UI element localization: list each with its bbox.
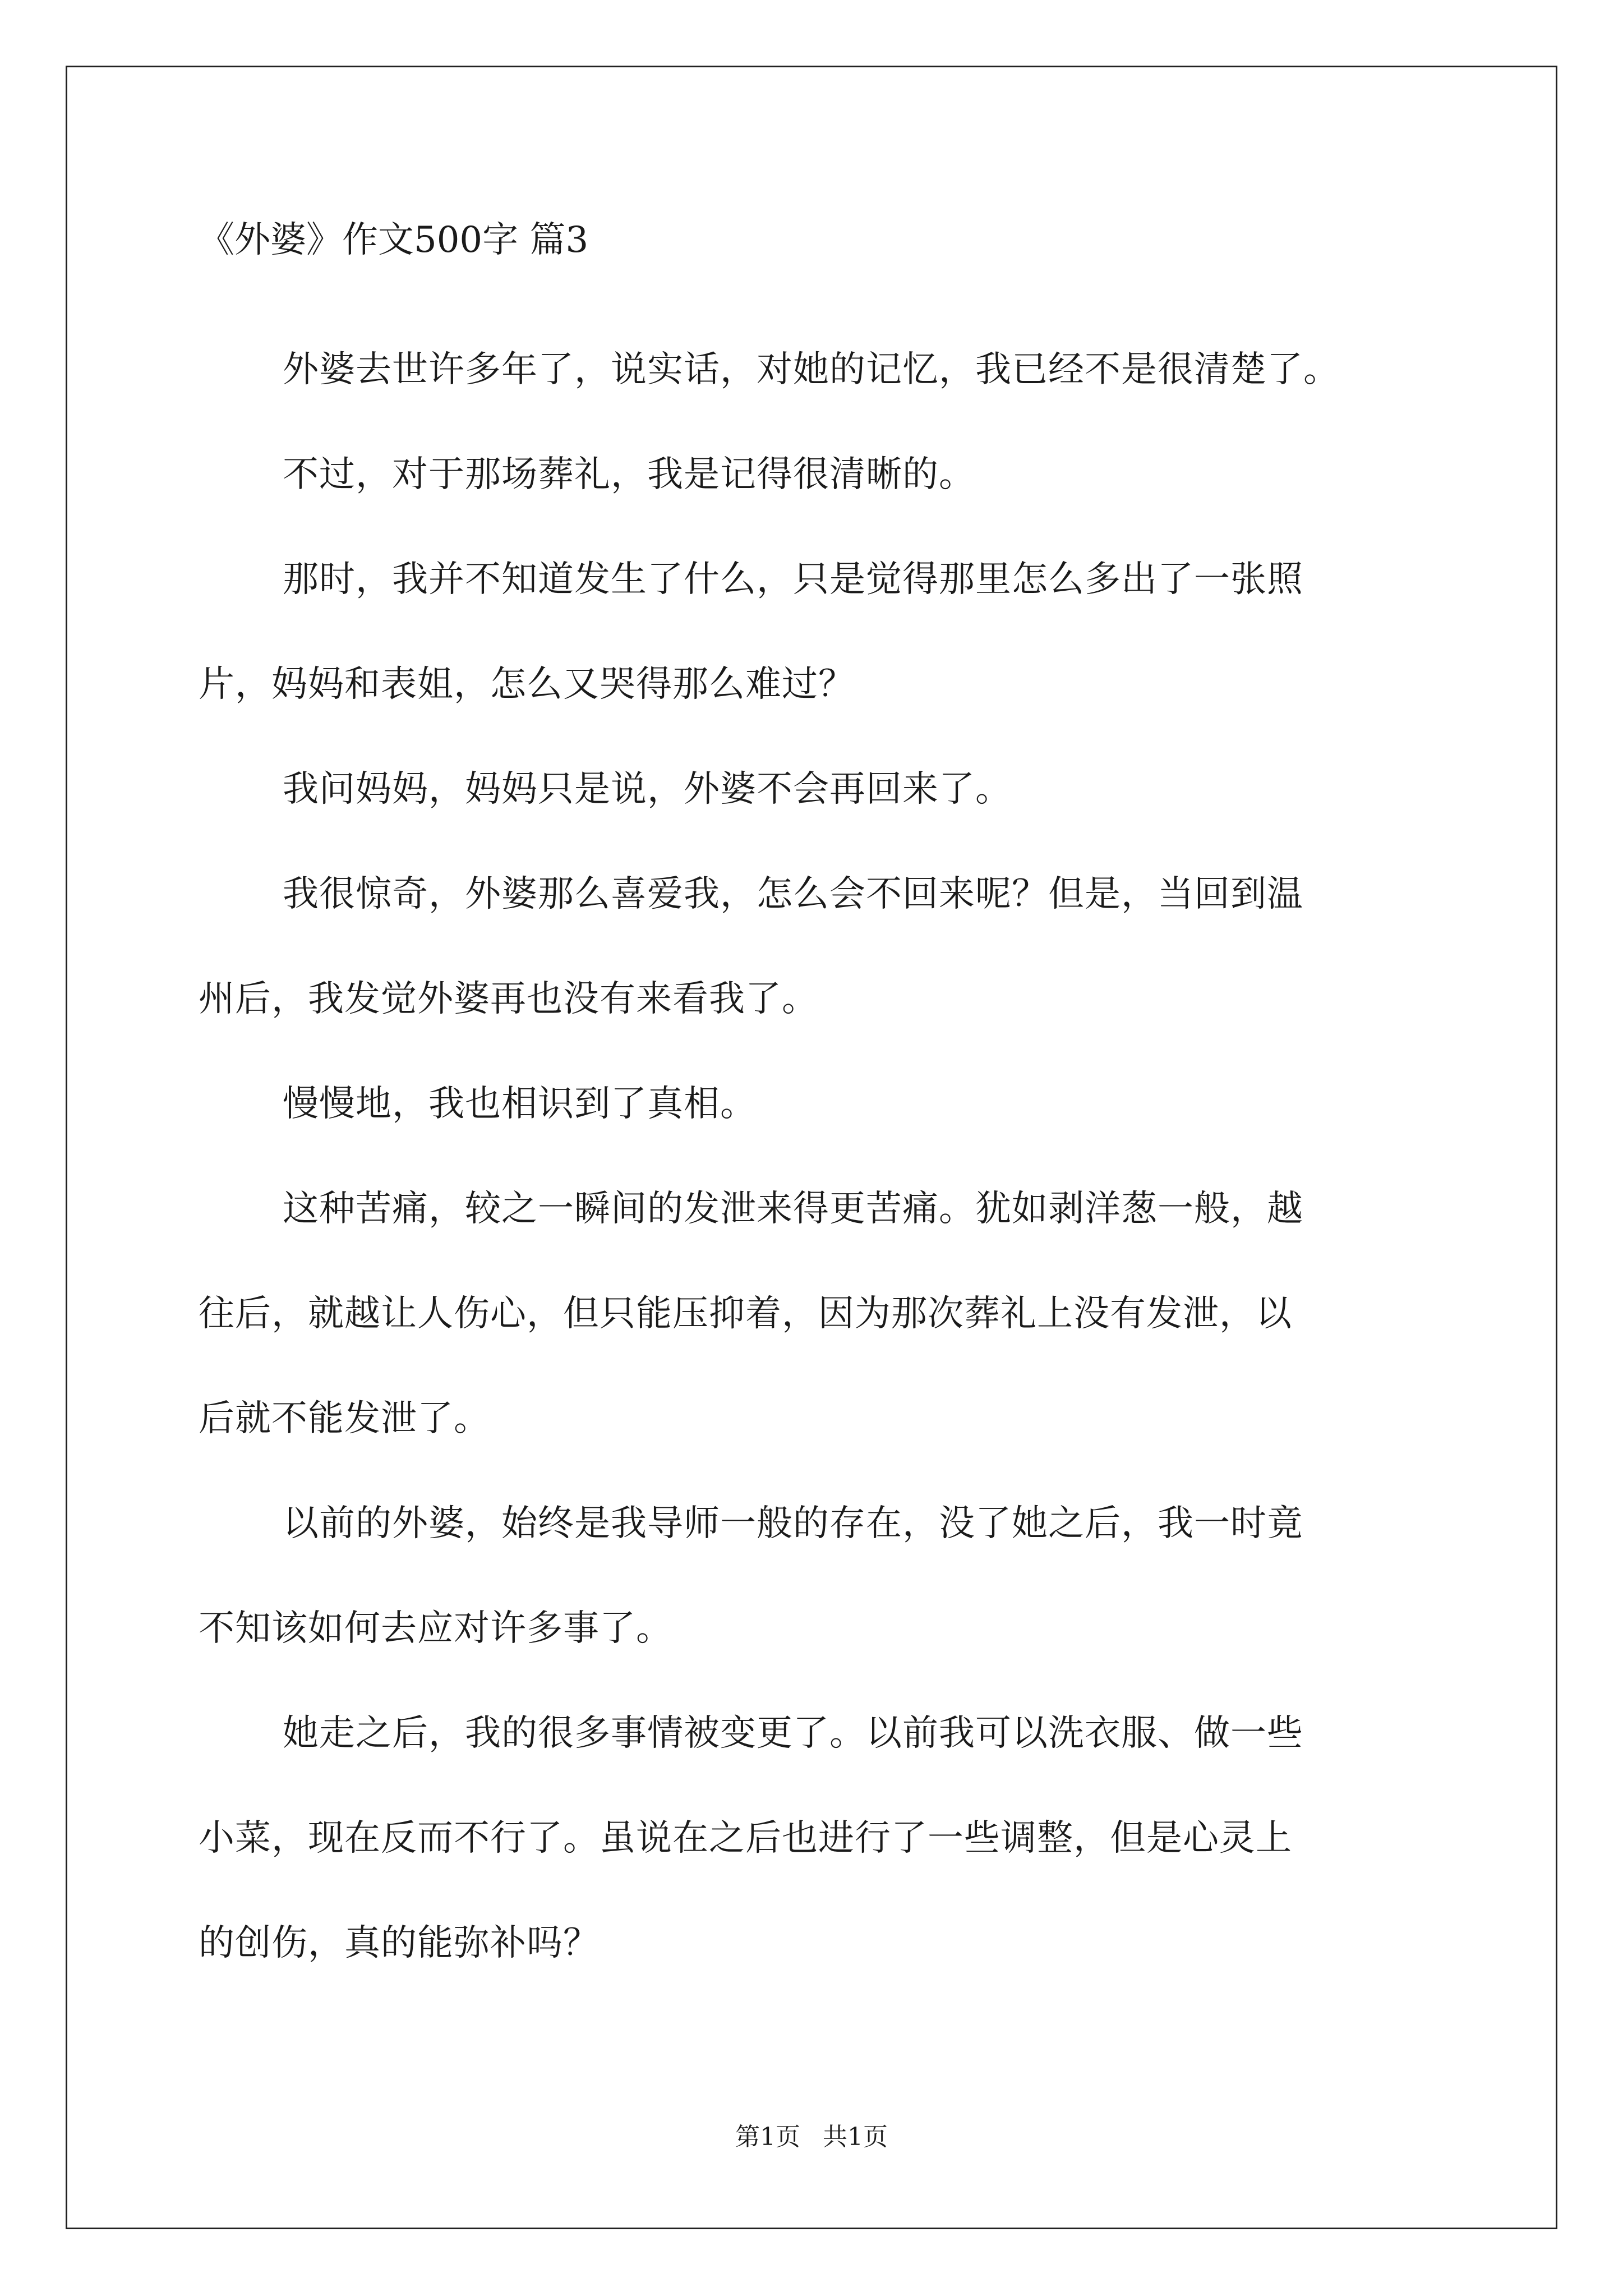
paragraph	[199, 842, 1432, 1052]
paragraph-line: 我很惊奇，外婆那么喜爱我，怎么会不回来呢？但是，当回到温	[283, 873, 1303, 915]
paragraph-line: 她走之后，我的很多事情被变更了。以前我可以洗衣服、做一些	[283, 1713, 1303, 1754]
paragraph-line: 以前的外婆，始终是我导师一般的存在，没了她之后，我一时竟	[283, 1503, 1303, 1544]
paragraph-line: 往后，就越让人伤心，但只能压抑着，因为那次葬礼上没有发泄，以	[199, 1293, 1292, 1335]
paragraph-line: 我问妈妈，妈妈只是说，外婆不会再回来了。	[283, 769, 1012, 810]
paragraph	[199, 1052, 1432, 1157]
paragraph-line: 外婆去世许多年了，说实话，对她的记忆，我已经不是很清楚了。	[283, 349, 1340, 390]
paragraph-line: 后就不能发泄了。	[199, 1398, 490, 1439]
page-footer	[0, 2120, 1623, 2154]
paragraph	[199, 422, 1432, 527]
page-total: 共1页	[823, 2123, 888, 2151]
paragraph	[199, 1681, 1432, 1996]
paragraph-line: 州后，我发觉外婆再也没有来看我了。	[199, 978, 818, 1020]
document-body	[199, 213, 1432, 1996]
paragraph	[199, 527, 1432, 737]
paragraph-line: 小菜，现在反而不行了。虽说在之后也进行了一些调整，但是心灵上	[199, 1818, 1292, 1859]
paragraph-line: 那时，我并不知道发生了什么，只是觉得那里怎么多出了一张照	[283, 559, 1303, 600]
paragraph	[199, 318, 1432, 422]
paragraph-line: 这种苦痛，较之一瞬间的发泄来得更苦痛。犹如剥洋葱一般，越	[283, 1188, 1303, 1230]
paragraph-line: 片，妈妈和表姐，怎么又哭得那么难过？	[199, 664, 855, 705]
paragraph-line: 不知该如何去应对许多事了。	[199, 1608, 672, 1649]
paragraph-line: 不过，对于那场葬礼，我是记得很清晰的。	[283, 454, 975, 495]
page-number: 第1页	[735, 2123, 800, 2151]
paragraph	[199, 1471, 1432, 1681]
paragraph	[199, 1157, 1432, 1471]
paragraph	[199, 737, 1432, 842]
paragraph-line: 慢慢地，我也相识到了真相。	[283, 1083, 757, 1125]
document-title: 《外婆》作文500字 篇3	[199, 219, 589, 261]
paragraph-line: 的创伤，真的能弥补吗？	[199, 1922, 600, 1964]
